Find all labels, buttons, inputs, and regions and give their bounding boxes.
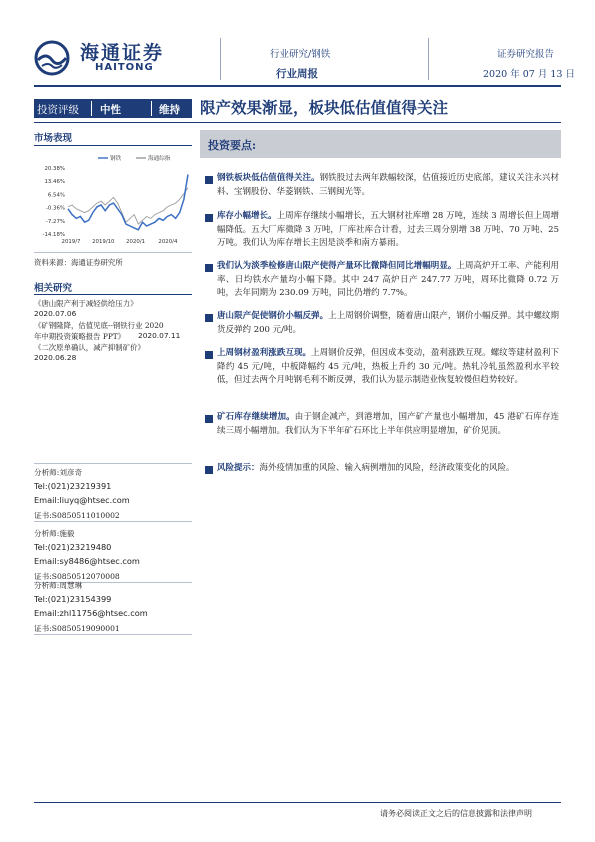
x-tick-label: 2019/7 xyxy=(61,239,81,245)
invest-point-lead: 钢铁板块低估值值得关注。 xyxy=(217,173,320,183)
legend-label: 海通综指 xyxy=(148,156,171,162)
rating-separator xyxy=(91,101,92,116)
analyst-email[interactable]: Email:liuyq@htsec.com xyxy=(34,495,130,505)
invest-point-lead: 上周钢材盈利涨跌互现。 xyxy=(217,348,312,358)
analyst-rule xyxy=(34,463,192,464)
report-date: 2020 年 07 月 13 日 xyxy=(483,69,575,80)
bullet-icon xyxy=(205,415,213,423)
invest-point-lead: 我们认为淡季检修唐山限产使得产量环比微降但同比增幅明显。 xyxy=(217,261,457,271)
invest-point-body: 上上周钢价调整，随着唐山限产，钢价小幅反弹。其中螺纹期货反弹约 200 元/吨。 xyxy=(217,311,559,335)
series-line-index xyxy=(68,188,188,224)
chart-source: 资料来源：海通证券研究所 xyxy=(34,258,123,267)
legend-label: 钢铁 xyxy=(110,156,122,162)
series-line-steel xyxy=(68,175,188,230)
related-item-title-cont[interactable]: 年中期投资策略报告 PPT》 xyxy=(34,332,126,341)
bullet-icon xyxy=(205,466,213,474)
analyst-email[interactable]: Email:zhl11756@htsec.com xyxy=(34,608,148,618)
invest-point xyxy=(217,310,559,337)
rating-separator xyxy=(151,101,152,116)
report-kind: 证券研究报告 xyxy=(497,49,555,60)
x-tick-label: 2020/4 xyxy=(158,239,178,245)
invest-point-lead: 库存小幅增长。 xyxy=(217,211,277,221)
y-tick-label: -0.36% xyxy=(45,205,65,212)
y-tick-label: -14.18% xyxy=(42,232,65,238)
header-rule xyxy=(34,85,561,87)
y-tick-label: -7.27% xyxy=(45,218,65,225)
chart-series xyxy=(68,175,188,230)
brand-name-en: HAITONG xyxy=(95,62,154,73)
x-axis-ticks xyxy=(62,239,178,245)
footer-rule xyxy=(34,802,561,803)
header-divider xyxy=(428,38,429,80)
related-item-date: 2020.06.28 xyxy=(34,353,77,362)
related-section-rule xyxy=(34,294,192,295)
analyst-cert: 证书:S0850519090001 xyxy=(34,624,120,633)
market-section-rule xyxy=(34,145,192,146)
y-axis-ticks xyxy=(43,166,66,238)
analyst-tel: Tel:(021)23219480 xyxy=(34,542,112,552)
y-tick-label: 20.38% xyxy=(44,166,65,172)
bullet-icon xyxy=(205,176,213,184)
analyst-name: 分析师:施毅 xyxy=(34,529,75,538)
invest-point xyxy=(217,172,559,199)
invest-point-lead: 矿石库存继续增加。 xyxy=(217,412,295,422)
invest-point-body: 海外疫情加重的风险、输入病例增加的风险，经济政策变化的风险。 xyxy=(259,463,515,473)
legal-notice: 请务必阅读正文之后的信息披露和法律声明 xyxy=(380,809,532,818)
analyst-cert: 证书:S0850511010002 xyxy=(34,511,120,520)
invest-point xyxy=(217,210,559,251)
invest-point xyxy=(217,260,559,301)
rating-action: 维持 xyxy=(159,104,180,116)
market-performance-chart xyxy=(30,150,195,250)
haitong-logo-icon xyxy=(34,40,70,76)
related-item-date: 2020.07.06 xyxy=(34,309,77,318)
rating-value: 中性 xyxy=(100,104,121,116)
bullet-icon xyxy=(205,314,213,322)
analyst-rule xyxy=(34,634,192,635)
x-tick-label: 2020/1 xyxy=(126,239,146,245)
related-item-title[interactable]: 《矿钢隆降，估值见底--钢铁行业 2020 xyxy=(34,321,164,330)
invest-point-body: 上周高炉开工率、产能利用率、日均铁水产量均小幅下降。其中 247 高炉日产 247.77 万吨，周环比微降 0.72 万吨，去年同期为 230.09 万吨，同比仍增约 7.7%。 xyxy=(217,261,559,299)
bullet-icon xyxy=(205,351,213,359)
related-item-title[interactable]: 《唐山限产利于减轻供给压力》 xyxy=(34,299,138,308)
invest-point xyxy=(217,411,559,438)
invest-point-body: 上周钢价反弹，但因成本变动，盈利涨跌互现。螺纹等建材盈利下降约 45 元/吨，中板降幅约 45 元/吨，热板上升约 30 元/吨。热轧冷轧虽然盈利水平较低，但过去两个月吨钢毛利不断反弹，我们认为显示制造业恢复较慢但趋势较好。 xyxy=(217,348,559,386)
chart-legend xyxy=(98,154,171,162)
analyst-tel: Tel:(021)23219391 xyxy=(34,481,112,491)
rating-label: 投资评级 xyxy=(37,104,79,116)
report-category: 行业研究/钢铁 xyxy=(270,49,331,60)
invest-section-title: 投资要点: xyxy=(208,139,257,152)
haitong-logo xyxy=(34,36,204,80)
analyst-cert: 证书:S0850512070008 xyxy=(34,572,120,581)
related-item-title[interactable]: 《二次原单确认，减产抑制矿价》 xyxy=(34,343,145,352)
invest-point xyxy=(217,462,559,476)
invest-point-body: 钢铁股过去两年跌幅较深，估值接近历史底部，建议关注永兴材料、宝钢股份、华菱钢铁、三钢闽光等。 xyxy=(217,173,559,197)
related-item-date: 2020.07.11 xyxy=(138,331,181,340)
analyst-tel: Tel:(021)23154399 xyxy=(34,594,112,604)
analyst-name: 分析师:周慧琳 xyxy=(34,581,83,590)
invest-point-body: 上周库存继续小幅增长，五大钢材社库增 28 万吨，连续 3 周增长但上周增幅降低。五大厂库微降 3 万吨，厂库社库合计看，过去三周分别增 38 万吨、70 万吨、25 万吨。我们认为库存增长主因是淡季和南方暴雨。 xyxy=(217,211,559,249)
y-tick-label: 6.54% xyxy=(47,192,65,199)
y-tick-label: 13.46% xyxy=(44,179,65,186)
bullet-icon xyxy=(205,264,213,272)
bullet-icon xyxy=(205,214,213,222)
related-section-title: 相关研究 xyxy=(34,283,73,294)
header-divider xyxy=(220,38,221,80)
invest-point-lead: 风险提示： xyxy=(217,463,260,473)
page-title: 限产效果渐显，板块低估值值得关注 xyxy=(200,98,449,117)
brand-name-cn: 海通证券 xyxy=(80,42,165,64)
analyst-email[interactable]: Email:sy8486@htsec.com xyxy=(34,556,140,566)
x-tick-label: 2019/10 xyxy=(92,239,115,245)
market-section-title: 市场表现 xyxy=(34,133,73,144)
analyst-rule xyxy=(34,521,192,522)
analyst-name: 分析师:刘彦奇 xyxy=(34,468,83,477)
chart-source-rule xyxy=(34,252,192,253)
invest-point xyxy=(217,347,559,388)
title-rule xyxy=(34,122,561,123)
report-type: 行业周报 xyxy=(276,68,318,80)
invest-point-body: 由于钢企减产，到港增加，国产矿产量也小幅增加，45 港矿石库存连续三周小幅增加。我们认为下半年矿石环比上半年供应明显增加，矿价见顶。 xyxy=(217,412,559,436)
invest-point-lead: 唐山限产促使钢价小幅反弹。 xyxy=(217,311,329,321)
rating-bar xyxy=(34,99,192,118)
invest-highlights-header xyxy=(200,130,561,158)
